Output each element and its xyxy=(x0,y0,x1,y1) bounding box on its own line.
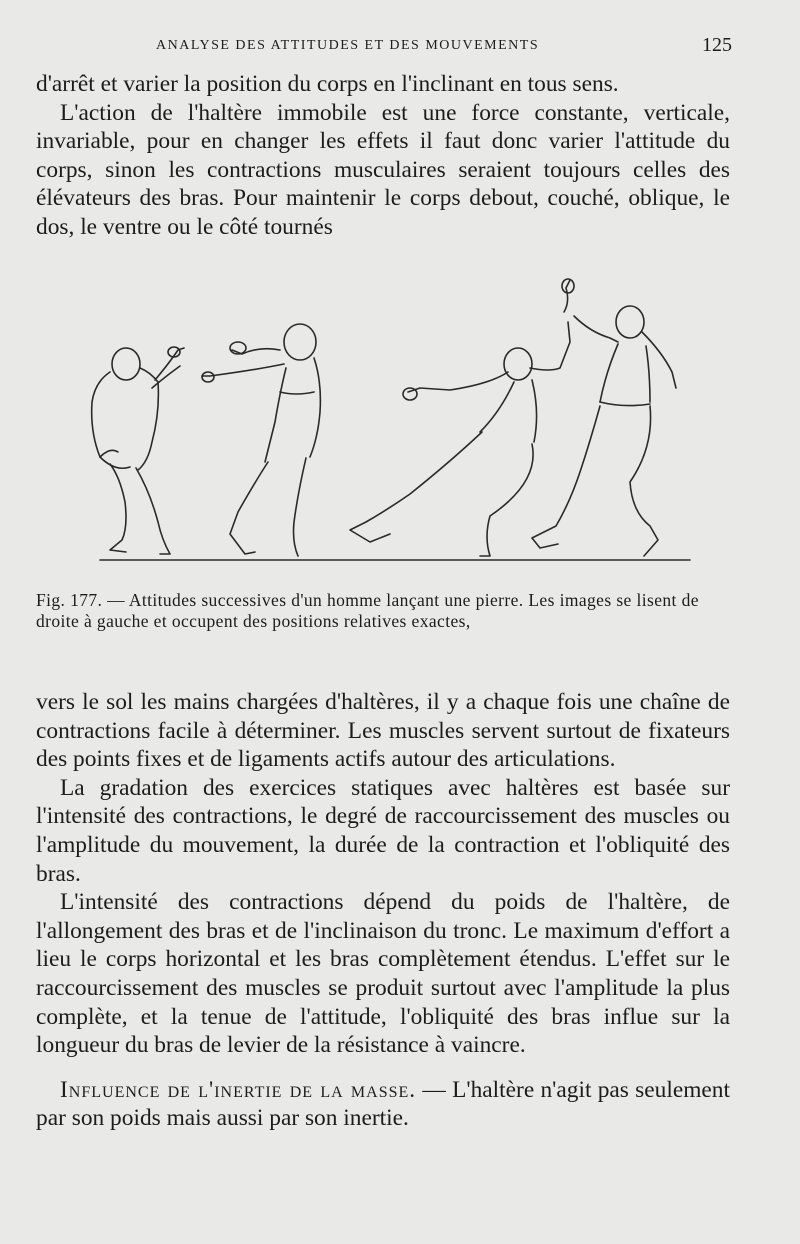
page-header xyxy=(36,34,732,64)
section-text: — L'haltère n'agit pas seulement par son poids mais aussi par son inertie. xyxy=(36,1076,731,1132)
paragraph: L'action de l'haltère immobile est une force constante, verticale, invariable, pour en changer les effets il faut donc varier l'attitude du corps, sinon les contractions musculaires seraient toujours celles des élévateurs des bras. Pour maintenir le corps debout, couché, oblique, le dos, le ventre ou le côté tournés xyxy=(36,99,730,240)
paragraph: vers le sol les mains chargées d'haltères, il y a chaque fois une chaîne de contractions facile à déterminer. Les muscles servent surtout de fixateurs des points fixes et de ligaments actifs autour des articulations. xyxy=(36,689,730,773)
paragraph: La gradation des exercices statiques avec haltères est basée sur l'intensité des contractions, le degré de raccourcissement des muscles ou l'amplitude du mouvement, la durée de la contraction et l'obliquité des bras. xyxy=(36,774,730,887)
thrower-figure-2 xyxy=(202,324,320,556)
paragraph: d'arrêt et varier la position du corps en l'inclinant en tous sens. xyxy=(36,71,619,97)
paragraph: L'intensité des contractions dépend du poids de l'haltère, de l'allongement des bras et de l'inclinaison du tronc. Le maximum d'effort a lieu le corps horizontal et les bras complètement étendus. L'effet sur le raccourcissement des muscles se produit surtout avec l'amplitude la plus complète, et la tenue de l'attitude, l'obliquité des bras influe sur la longueur du bras de levier de la résistance à vaincre. xyxy=(36,889,730,1059)
thrower-figure-3 xyxy=(350,322,570,556)
running-head: ANALYSE DES ATTITUDES ET DES MOUVEMENTS xyxy=(156,38,540,53)
caption-label: Fig. 177. — xyxy=(36,590,125,610)
caption-text: Attitudes successives d'un homme lançant une pierre. Les images se lisent de droite à gauche et occupent des positions relatives exactes, xyxy=(36,590,699,631)
thrower-figure-1 xyxy=(92,347,184,554)
section-heading: Influence de l'inertie de la masse. xyxy=(60,1076,417,1103)
figure-177-illustration xyxy=(70,272,700,572)
body-text-bottom xyxy=(36,688,730,1133)
figure-caption xyxy=(36,590,730,632)
paragraph xyxy=(36,1076,730,1133)
page-number: 125 xyxy=(702,34,732,56)
body-text-top xyxy=(36,70,730,242)
thrower-figure-4 xyxy=(532,279,676,556)
